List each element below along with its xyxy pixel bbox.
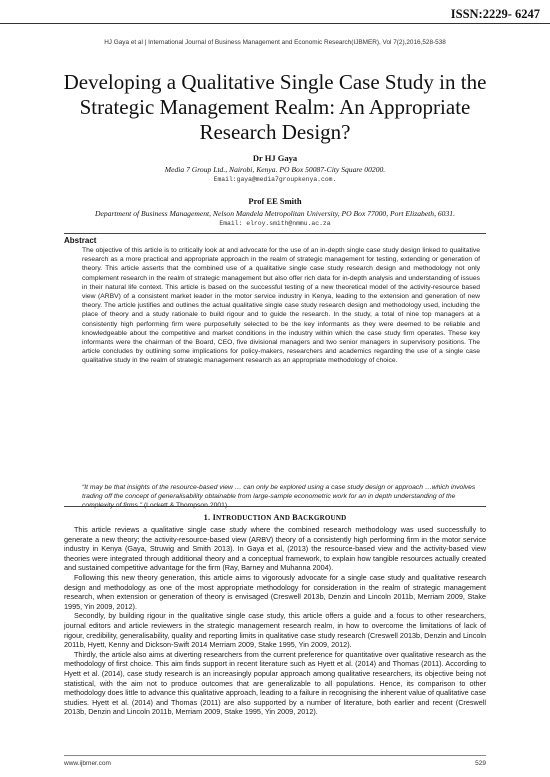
abstract-text: The objective of this article is to critically look at and advocate for the use of an in-depth single case study design linked to qualitative research as a more practical and appropriate approach in the realm of strategic management for testing, extending or generation of theory. This article asserts that the combined use of a qualitative single case study research design and methodology not only complement research in the realm of strategic management but also offer rich data for in-depth analysis and understanding of issues in their natural life context. This article is based on the successful testing of a new theoretical model of the activity-resource based view (ARBV) of a consistent market leader in the motor service industry in Kenya, leading to the extension and generation of new theory. The article justifies and outlines the actual qualitative single case study research design and methodology used, including the place of theory and a study rationale to build rigour and to guide the research. In the study, a total of nine top managers at a consistently high performing firm were purposefully selected to be the key informants as they were deemed to be reliable and knowledgeable about the competitive and market conditions in the industry within which the case study firm operates. These key informants were the chairman of the Board, CEO, five divisional managers and two senior managers in supervisory positions. The article concludes by outlining some implications for policy-makers, researchers and academics regarding the use of a single case qualitative study in the realm of strategic management research as an appropriate methodology of choice.: [82, 247, 480, 365]
body-paragraph: Secondly, by building rigour in the qualitative single case study, this article offers a guide and a focus to other researchers, journal editors and article reviewers in the strategic management research realm, in how to overcome the limitations of lack of rigour, credibility, generalisability, quality and reporting limits in qualitative case study research (Creswell 2013b, Denzin and Lincoln 2011b, Hyett, Kenny and Dickson-Swift 2014 Merriam 2009, Stake 1995, Yin 2009, 2012).: [64, 611, 486, 650]
author-1-name: Dr HJ Gaya: [252, 153, 298, 163]
body-paragraph: Following this new theory generation, this article aims to vigorously advocate for a single case study and qualitative research design and methodology as one of the most appropriate methodology for consideration in the realm of strategic management research, when extension or generation of theory is envisaged (Creswell 2013b, Denzin and Lincoln 2011b, Merriam 2009, Stake 1995, Yin 2009, 2012).: [64, 572, 486, 611]
section-title: INTRODUCTION AND BACKGROUND: [212, 513, 347, 522]
section-heading: [0, 513, 550, 522]
abstract-top-rule: [64, 233, 486, 234]
footer-rule: [64, 755, 486, 756]
footer-website-link[interactable]: www.ijbmer.com: [64, 760, 111, 767]
author-2-name: Prof EE Smith: [248, 196, 302, 206]
author-2-affiliation: Department of Business Management, Nelson Mandela Metropolitan University, PO Box 77000, Port Elizabeth, 6031.: [95, 209, 455, 218]
running-head: HJ Gaya et al | International Journal of Business Management and Economic Research(IJBMER), Vol 7(2),2016,528-538: [104, 39, 446, 46]
quote-text: “It may be that insights of the resource-based view … can only be explored using a case study design or approach …which involves trading off the concept of generalisability obtainable from large-sample econometric work for an in depth understanding of the: [82, 484, 476, 501]
author-1-email: Email:gaya@media7groupkenya.com.: [213, 176, 337, 183]
section-body: [64, 525, 486, 717]
body-paragraph: This article reviews a qualitative single case study where the combined research methodology was used successfully to generate a new theory; the activity-resource-based view (ARBV) theory of a consistently high performing firm in the motor service industry in Kenya (Gaya, Struwig and Smith 2013). In Gaya et al, (2013) the resource-based view and the activity-based view theories were integrated through additional theory and a conceptual framework, to explain how tangible resources actually created and sustained competitive advantage for the firm (Ray, Barney and Muhanna 2004).: [64, 525, 486, 573]
author-2-email: Email: elroy.smith@nmmu.ac.za: [219, 220, 331, 227]
author-1-affiliation: Media 7 Group Ltd., Nairobi, Kenya. PO Box 50087-City Square 00200.: [164, 165, 386, 174]
body-paragraph: Thirdly, the article also aims at diverting researchers from the current preference for quantitative over qualitative research as the methodology of first choice. This aim finds support in recent literature such as Hyett et al. (2014) and Thomas (2011). According to Hyett et al. (2014), case study research is an increasingly popular approach among qualitative researchers, its objective being not statistical, with the aim not to produce outcomes that are generalizable to all populations. Hence, its comparison to other methodology does little to advance this qualitative approach, leading to a failure in recognising the inherent value of qualitative case studies. Hyett et al. (2014) and Thomas (2011) are also supported by a number of literature, both earlier and recent (Creswell 2013b, Denzin and Lincoln 2011b, Merriam 2009, Stake 1995, Yin 2009, 2012).: [64, 649, 486, 717]
header-rule: [0, 23, 550, 24]
paper-title: Developing a Qualitative Single Case Study in the Strategic Management Realm: An Appropriate Research Design?: [63, 70, 487, 144]
section-number: 1.: [203, 513, 211, 522]
issn-label: ISSN:2229- 6247: [450, 7, 540, 21]
page-number: 529: [475, 760, 486, 767]
abstract-bottom-rule: [64, 506, 486, 507]
abstract-heading: Abstract: [64, 236, 97, 245]
